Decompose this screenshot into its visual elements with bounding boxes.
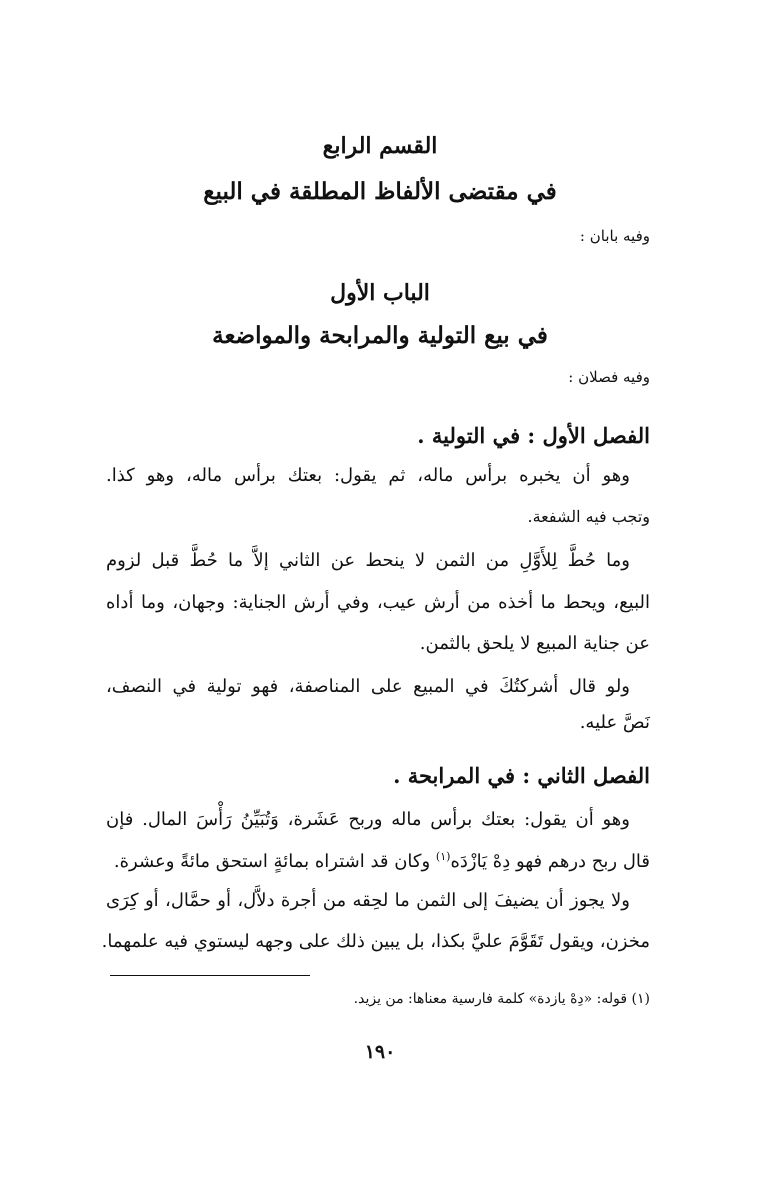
- paragraph-line: عن جناية المبيع لا يلحق بالثمن.: [419, 633, 650, 654]
- paragraph-line: البيع، ويحط ما أخذه من أرش عيب، وفي أرش الجناية: وجهان، وما أداه: [106, 592, 650, 613]
- section-intro: وفيه بابان :: [579, 227, 650, 245]
- footnote-divider: [110, 975, 310, 976]
- paragraph-line: مخزن، ويقول تَقَوَّمَ عليَّ بكذا، بل يبين ذلك على وجهه ليستوي فيه علمهما.: [101, 931, 650, 952]
- footnote-ref: (١): [435, 850, 451, 863]
- paragraph-line: وما حُطَّ لِلأَوَّلِ من الثمن لا ينحط عن الثاني إلاَّ ما حُطَّ قبل لزوم: [106, 550, 630, 571]
- chapter-intro: وفيه فصلان :: [568, 368, 650, 386]
- part1-heading: الفصل الأول : في التولية .: [417, 423, 650, 448]
- paragraph-line: ولا يجوز أن يضيفَ إلى الثمن ما لحِقه من أجرة دلاَّل، أو حمَّال، أو كِرَى: [106, 890, 630, 911]
- paragraph-fragment: قال ربح درهم فهو دِهْ يَازْدَه: [450, 851, 650, 872]
- section-title: القسم الرابع: [322, 133, 438, 159]
- paragraph-line: ولو قال أشركتُكَ في المبيع على المناصفة، فهو تولية في النصف،: [106, 676, 630, 697]
- section-subtitle: في مقتضى الألفاظ المطلقة في البيع: [203, 178, 557, 205]
- paragraph-line: وهو أن يقول: بعتك برأس ماله وربح عَشَرة، وَتُبَيِّنُ رَأْسَ المال. فإن: [106, 809, 630, 830]
- paragraph-line: نَصَّ عليه.: [579, 712, 650, 733]
- footnote: (١) قوله: «دِهْ يازدة» كلمة فارسية معناها: من يزيد.: [353, 991, 650, 1007]
- paragraph-fragment: وكان قد اشتراه بمائةٍ استحق مائةً وعشرة.: [113, 851, 431, 872]
- paragraph-line: [114, 850, 650, 872]
- part2-heading: الفصل الثاني : في المرابحة .: [393, 763, 650, 788]
- chapter-title: الباب الأول: [330, 280, 430, 306]
- page-number: ١٩٠: [364, 1041, 396, 1063]
- paragraph-line: وتجب فيه الشفعة.: [527, 507, 650, 526]
- chapter-subtitle: في بيع التولية والمرابحة والمواضعة: [212, 322, 548, 349]
- paragraph-line: وهو أن يخبره برأس ماله، ثم يقول: بعتك برأس ماله، وهو كذا.: [106, 465, 630, 486]
